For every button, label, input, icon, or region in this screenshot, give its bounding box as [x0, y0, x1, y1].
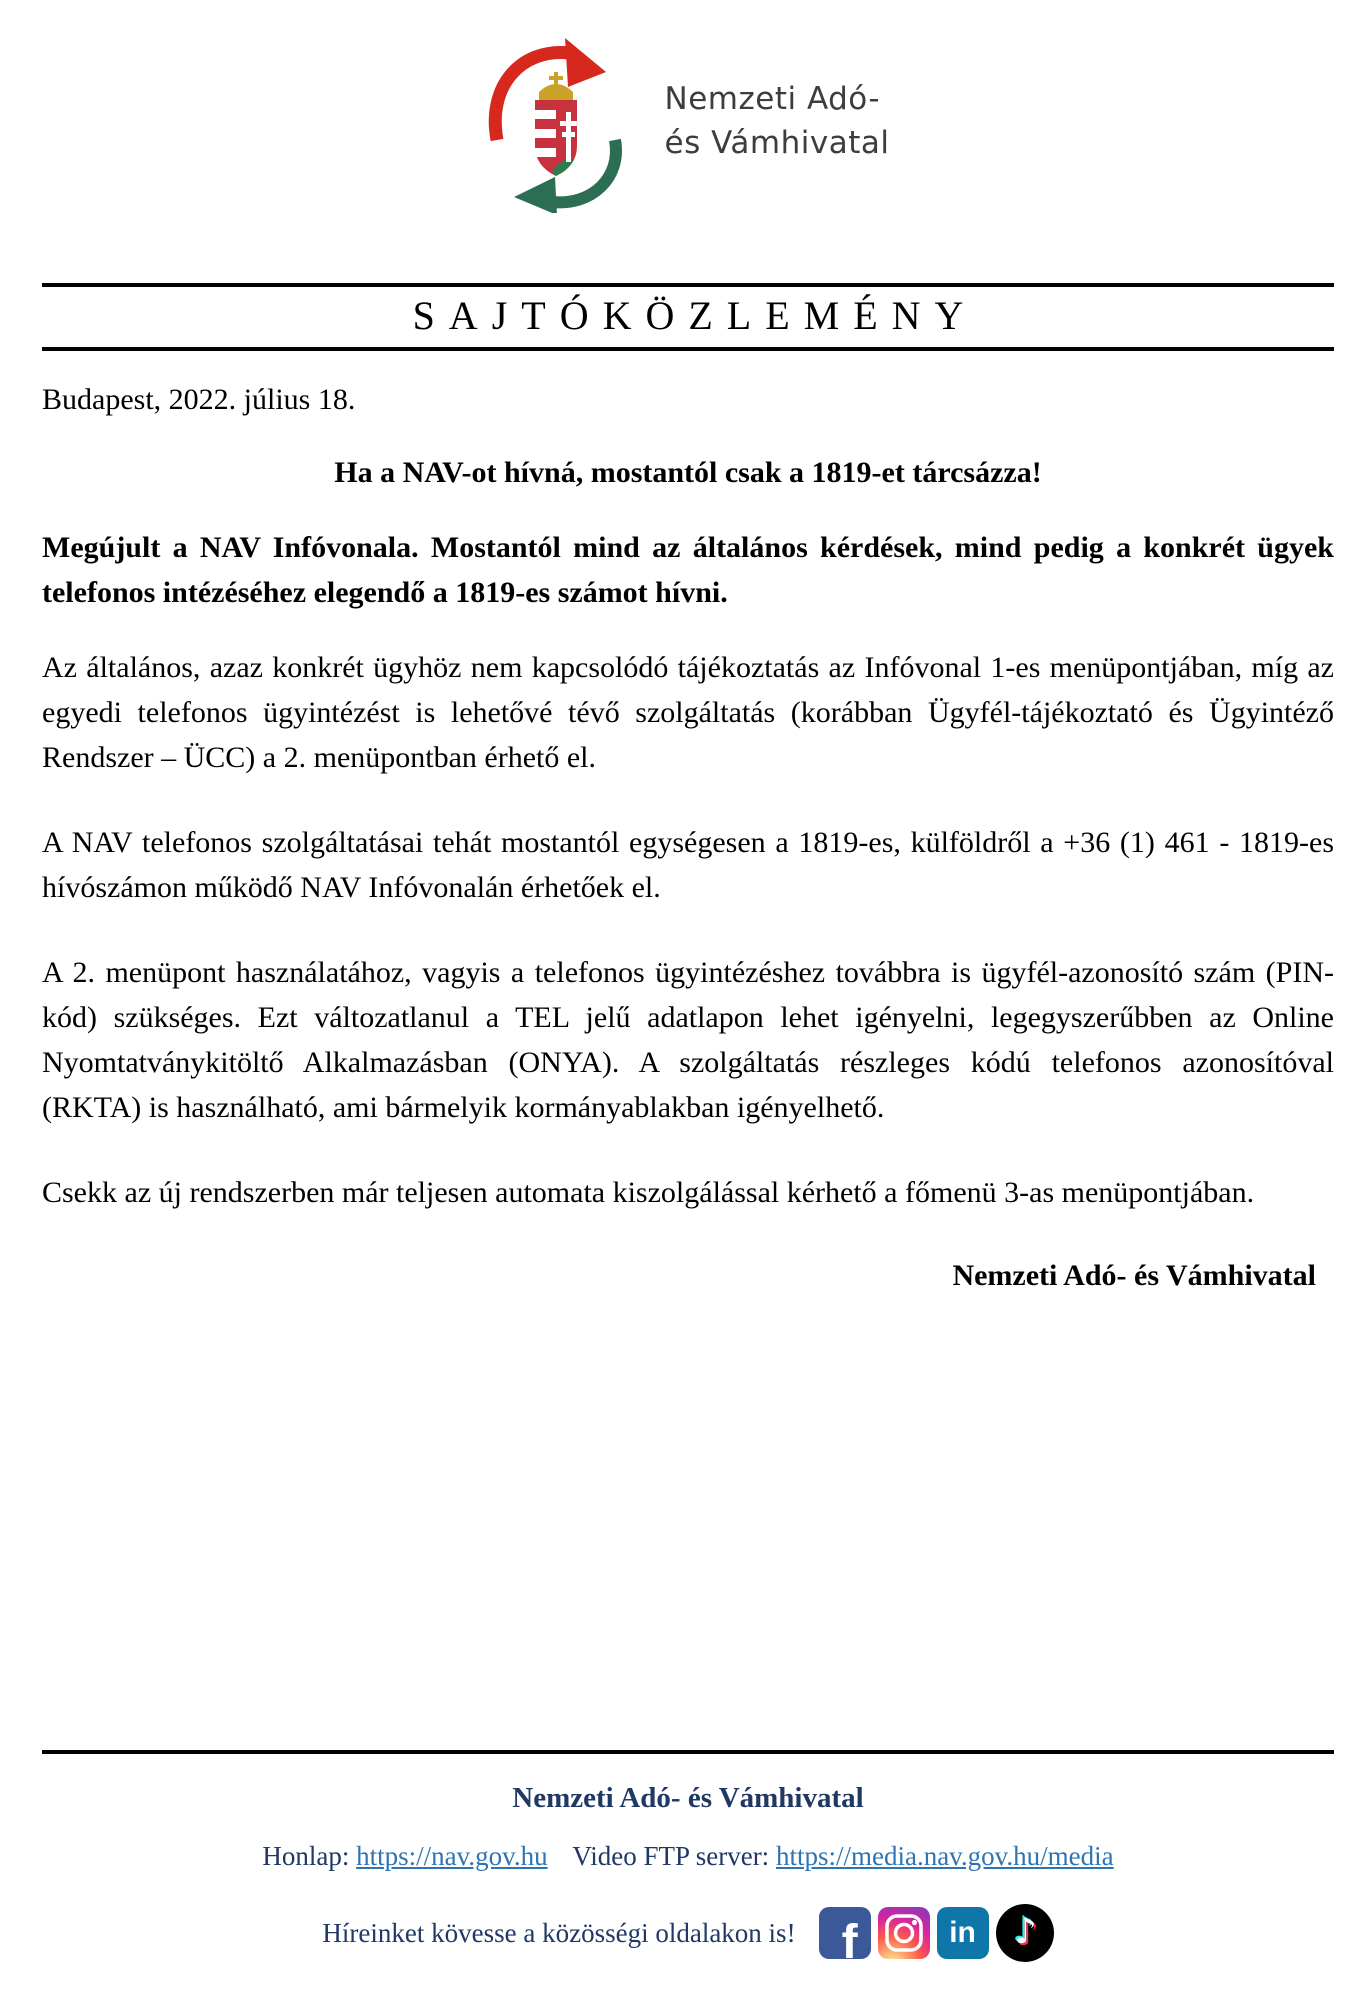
homepage-label: Honlap:	[262, 1841, 350, 1871]
logo-line-1: Nemzeti Adó-	[664, 80, 881, 117]
nav-logo-icon	[481, 28, 631, 213]
document-body	[42, 377, 1334, 1298]
footer-links	[42, 1841, 1334, 1872]
dateline: Budapest, 2022. július 18.	[42, 383, 356, 416]
body-paragraph-4: Csekk az új rendszerben már teljesen automata kiszolgálással kérhető a főmenü 3-as menüpontjában.	[42, 1176, 1255, 1209]
masthead	[42, 283, 1334, 351]
body-paragraph-3: A 2. menüpont használatához, vagyis a telefonos ügyintézéshez továbbra is ügyfél-azonosító szám (PIN-kód) szükséges. Ezt változatlanul a TEL jelű adatlapon lehet igényelni, legegyszerűbben az Online Nyomtatványkitöltő Alkalmazásban (ONYA). A szolgáltatás részleges kódú telefonos azonosítóval (RKTA) is használható, ami bármelyik kormányablakban igényelhető.	[42, 956, 1334, 1124]
lead-paragraph: Megújult a NAV Infóvonala. Mostantól mind az általános kérdések, mind pedig a konkrét ügyek telefonos intézéséhez elegendő a 1819-es számot hívni.	[42, 531, 1334, 609]
logo-line-2: és Vámhivatal	[664, 124, 890, 161]
footer-social-row	[42, 1904, 1334, 1962]
body-paragraph-2: A NAV telefonos szolgáltatásai tehát mostantól egységesen a 1819-es, külföldről a +36 (1) 461 - 1819-es hívószámon működő NAV Infóvonalán érhetőek el.	[42, 826, 1334, 904]
footer	[42, 1750, 1334, 1962]
instagram-icon[interactable]	[878, 1907, 930, 1959]
tiktok-icon[interactable]: ♪	[996, 1904, 1054, 1962]
document-title: SAJTÓKÖZLEMÉNY	[412, 293, 978, 338]
facebook-icon[interactable]: f	[819, 1907, 871, 1959]
footer-org-name: Nemzeti Adó- és Vámhivatal	[512, 1782, 864, 1814]
signature: Nemzeti Adó- és Vámhivatal	[952, 1259, 1316, 1292]
body-paragraph-1: Az általános, azaz konkrét ügyhöz nem kapcsolódó tájékoztatás az Infóvonal 1-es menüpontjában, míg az egyedi telefonos ügyintézést is lehetővé tévő szolgáltatás (korábban Ügyfél-tájékoztató és Ügyintéző Rendszer – ÜCC) a 2. menüpontban érhető el.	[42, 651, 1334, 774]
social-prompt: Híreinket kövesse a közösségi oldalakon is!	[322, 1917, 796, 1948]
headline: Ha a NAV-ot hívná, mostantól csak a 1819-et tárcsázza!	[334, 456, 1042, 489]
ftp-link[interactable]: https://media.nav.gov.hu/media	[775, 1841, 1114, 1871]
nav-logo	[0, 28, 1370, 213]
ftp-label: Video FTP server:	[572, 1841, 770, 1871]
linkedin-icon[interactable]: in	[937, 1907, 989, 1959]
homepage-link[interactable]: https://nav.gov.hu	[356, 1841, 548, 1871]
nav-logo-wordmark	[665, 77, 890, 165]
